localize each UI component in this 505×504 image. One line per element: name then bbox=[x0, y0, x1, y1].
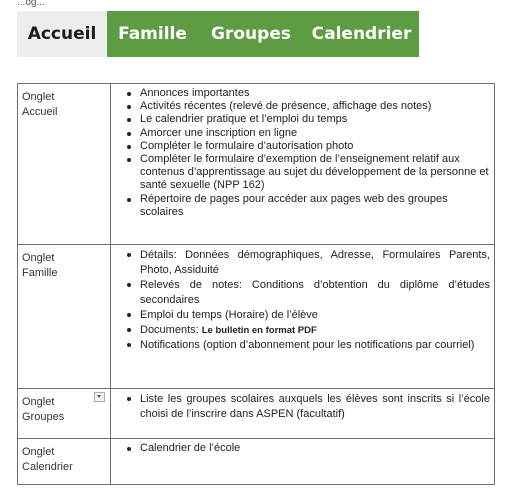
list-item: Compléter le formulaire d’autorisation photo bbox=[140, 140, 490, 153]
list-item bbox=[140, 323, 490, 338]
row-label-accueil bbox=[18, 84, 111, 245]
documents-link[interactable]: Le bulletin en format PDF bbox=[201, 325, 317, 336]
list-item: Relevés de notes: Conditions d’obtention du diplôme d’études secondaires bbox=[140, 279, 490, 306]
label-line2: Groupes bbox=[22, 411, 65, 423]
list-item: Activités récentes (relevé de présence, affichage des notes) bbox=[140, 100, 490, 113]
tab-famille[interactable]: Famille bbox=[118, 24, 187, 44]
label-line1: Onglet bbox=[22, 446, 55, 458]
list-item: Emploi du temps (Horaire) de l’élève bbox=[140, 308, 490, 323]
table-row bbox=[18, 439, 495, 485]
row-label-famille bbox=[18, 245, 111, 389]
table-row bbox=[18, 84, 495, 245]
label-line1: Onglet bbox=[22, 252, 55, 264]
row-content-calendrier bbox=[111, 439, 495, 485]
tab-calendrier[interactable]: Calendrier bbox=[311, 24, 412, 44]
label-line2: Calendrier bbox=[22, 461, 73, 473]
tab-accueil[interactable]: Accueil bbox=[17, 11, 107, 57]
list-item: Calendrier de l’école bbox=[140, 442, 490, 455]
row-content-groupes bbox=[111, 389, 495, 439]
label-line2: Famille bbox=[22, 267, 58, 279]
list-item: Le calendrier pratique et l’emploi du temps bbox=[140, 113, 490, 126]
tabs-description-table bbox=[17, 83, 495, 485]
label-line2: Accueil bbox=[22, 106, 58, 118]
list-item: Amorcer une inscription en ligne bbox=[140, 127, 490, 140]
row-label-calendrier bbox=[18, 439, 111, 485]
table-row bbox=[18, 389, 495, 439]
list-item: Détails: Données démographiques, Adresse, Formulaires Parents, Photo, Assiduité bbox=[140, 249, 490, 276]
list-item: Notifications (option d’abonnement pour les notifications par courriel) bbox=[140, 338, 490, 353]
tab-bar bbox=[17, 11, 419, 57]
list-item: Répertoire de pages pour accéder aux pages web des groupes scolaires bbox=[140, 193, 490, 219]
label-line1: Onglet bbox=[22, 396, 55, 408]
row-label-groupes bbox=[18, 389, 111, 439]
table-row bbox=[18, 245, 495, 389]
dropdown-icon[interactable] bbox=[94, 392, 105, 402]
tab-groupes[interactable]: Groupes bbox=[211, 24, 291, 44]
list-item: Annonces importantes bbox=[140, 87, 490, 100]
documents-prefix: Documents: bbox=[140, 324, 202, 336]
top-cut-text: ...og... bbox=[17, 0, 45, 8]
list-item: Liste les groupes scolaires auxquels les élèves sont inscrits si l’école choisi de l’inscrire dans ASPEN (facultatif) bbox=[140, 393, 490, 420]
row-content-accueil bbox=[111, 84, 495, 245]
list-item: Compléter le formulaire d’exemption de l’enseignement relatif aux contenus d’apprentissage au sujet du développement de la personne et santé sexuelle (NPP 162) bbox=[140, 153, 489, 192]
row-content-famille bbox=[111, 245, 495, 389]
label-line1: Onglet bbox=[22, 91, 55, 103]
